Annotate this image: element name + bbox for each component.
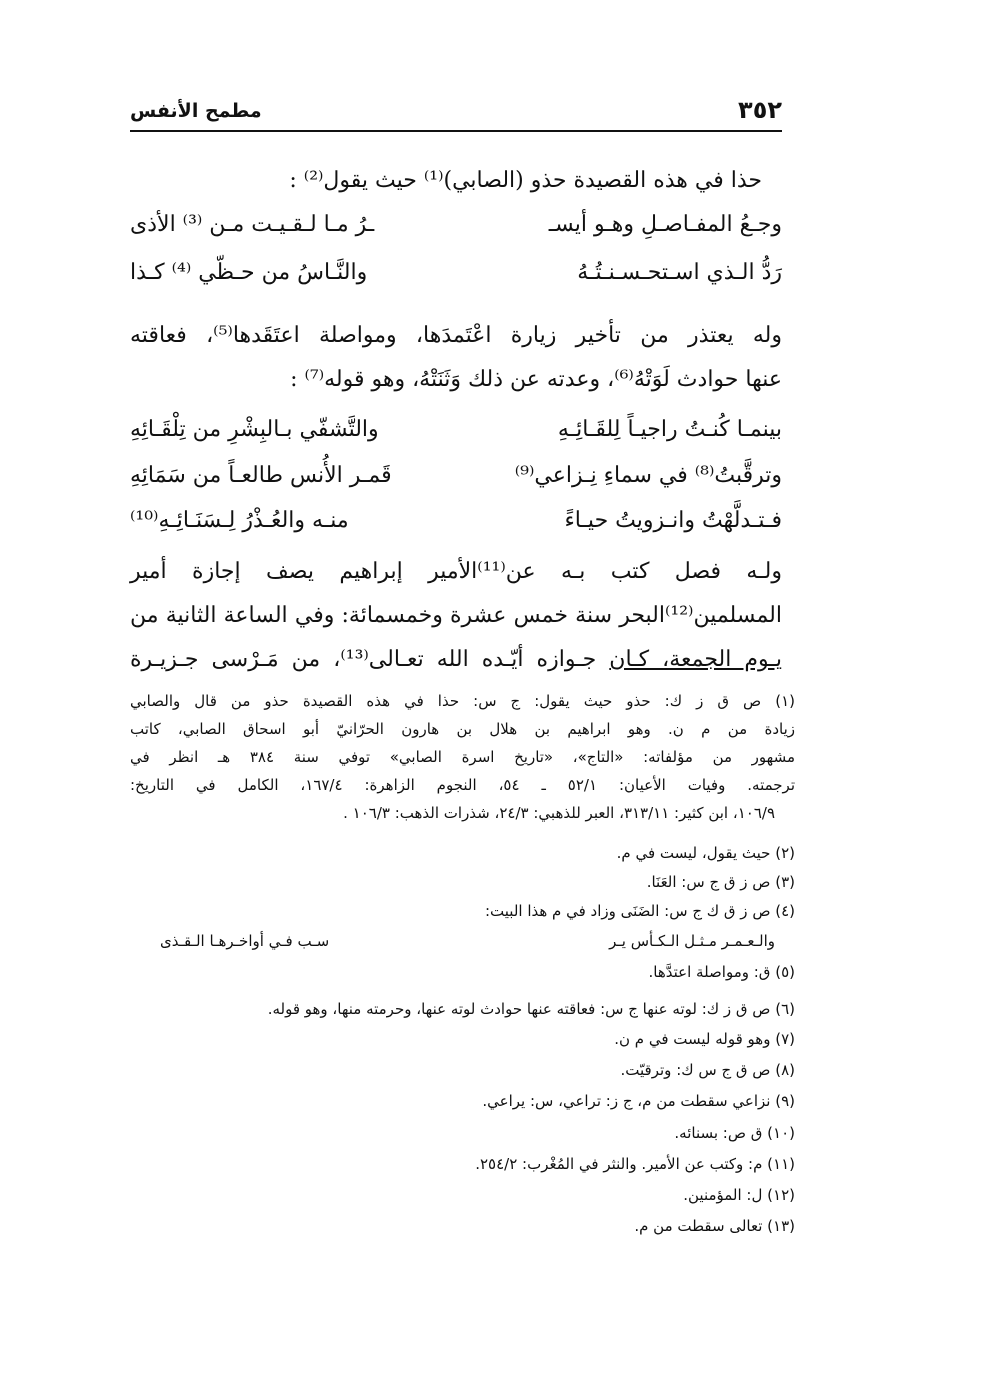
verse-5-first-hemistich: فـتـدلَّهْتُ وانـزويتُ حيـاءً	[564, 508, 782, 533]
footnote-6: (٦) ص ق ز ك: لوته عنها ج س: فعاقته عنها حوادث لوته عنها، وحرمته منها، وهو قوله.	[267, 1000, 795, 1018]
verse-1-first-hemistich: وجـعُ المفـاصـلِ وهـو أيسـ	[548, 212, 782, 237]
verse-2	[130, 260, 782, 300]
footnote-1-line-4: ترجمته. وفيات الأعيان: ٥٢/١ ـ ٥٤، النجوم الزاهرة: ١٦٧/٤، الكامل في التاريخ:	[130, 776, 795, 794]
verse-1	[130, 212, 782, 252]
footnote-4-verse-second: سـب فـي أواخـرهـا الـقـذى	[160, 932, 330, 950]
page-header	[130, 96, 782, 132]
footnote-1-line-2: زيادة من م ن. وهو ابراهيم بن هلال بن هارون الحرّانيّ أبو اسحاق الصابي، كاتب	[130, 720, 795, 738]
footnote-5: (٥) ق: ومواصلة اعتدَّها.	[648, 963, 795, 981]
page-number: ٣٥٢	[738, 96, 782, 124]
verse-4-first-hemistich: وترقَّبتُ⁽⁸⁾ في سماءِ نِـزاعي⁽⁹⁾	[514, 463, 782, 488]
verse-1-second-hemistich: ـرُ مـا لـقـيـت مـن ⁽³⁾ الأذى	[130, 212, 375, 237]
footnote-11: (١١) م: وكتب عن الأمير. والنثر في المُغْرب: ٢٥٤/٢.	[475, 1155, 795, 1173]
verse-2-first-hemistich: رَدُّ الـذي اسـتحـسـنـتُـهُ	[577, 260, 782, 285]
verse-4	[130, 463, 782, 503]
verse-3	[130, 417, 782, 457]
paragraph-2-line-3	[130, 647, 782, 672]
verse-5	[130, 508, 782, 548]
verse-4-second-hemistich: قَمـر الأُنس طالعـاً من سَمَائِهِ	[130, 463, 392, 488]
verse-5-second-hemistich: منـه والعُـذْرُ لِـسَنَـائِـهِ⁽¹⁰⁾	[130, 508, 349, 533]
footnote-4-verse-first: والـعـمـر مـثـل الـكـأس يـر	[609, 932, 775, 950]
verse-3-second-hemistich: والتَّشفّي بـالبِشْرِ من تِلْقَـائِهِ	[130, 417, 379, 442]
paragraph-1-line-1: وله يعتذر من تأخير زيارة اعْتَمدَها، ومواصلة اعتَقَدها⁽⁵⁾، فعاقته	[130, 323, 782, 348]
running-title: مطمح الأنفس	[130, 100, 262, 122]
footnote-2: (٢) حيث يقول، ليست في م.	[616, 844, 795, 862]
paragraph-1-line-2: عنها حوادث لَوَتْهُ⁽⁶⁾، وعدته عن ذلك وَثَنَتْهُ، وهو قوله⁽⁷⁾ :	[290, 367, 782, 392]
footnote-1-line-3: مشهور من مؤلفاته: «التاج»، «تاريخ اسرة الصابي» توفي سنة ٣٨٤ هـ انظر في	[130, 748, 795, 766]
underlined-phrase: يـوم الجمعة، كـان	[609, 647, 782, 672]
verse-3-first-hemistich: بينمـا كُنـتُ راجيـاً لِلقَـائِـهِ	[557, 417, 782, 442]
footnote-10: (١٠) ق ص: بسنائه.	[674, 1124, 795, 1142]
footnote-9: (٩) نزاعي سقطت من م، ج ز: تراعي، س: يراعي.	[482, 1092, 795, 1110]
verse-2-second-hemistich: والنَّـاسُ من حـظّي ⁽⁴⁾ كـذا	[130, 260, 368, 285]
paragraph-2-line-3-rest: جـوازه أيّـده الله تعـالى⁽¹³⁾، من مَـرْسى جـزيـرة	[130, 647, 610, 672]
footnote-4: (٤) ص ز ق ك ج س: الضَنَى وزاد في م هذا البيت:	[484, 902, 795, 920]
footnote-1-line-1: (١) ص ق ز ك: حذو حيث يقول: ج س: حذا في هذه القصيدة حذو من قال والصابي	[130, 692, 795, 710]
footnote-1-line-5: ١٠٦/٩، ابن كثير: ٣١٣/١١، العبر للذهبي: ٢٤/٣، شذرات الذهب: ١٠٦/٣ .	[343, 804, 775, 822]
paragraph-2-line-2: المسلمين⁽¹²⁾البحر سنة خمس عشرة وخمسمائة: وفي الساعة الثانية من	[130, 603, 782, 628]
footnote-7: (٧) وهو قوله ليست في م ن.	[614, 1030, 795, 1048]
intro-line: حذا في هذه القصيدة حذو (الصابي)⁽¹⁾ حيث يقول⁽²⁾ :	[289, 168, 762, 193]
paragraph-2-line-1: ولـه فصل كتب بـه عن⁽¹¹⁾الأمير إبراهيم يصف إجازة أمير	[130, 559, 782, 584]
footnote-12: (١٢) ل: المؤمنين.	[683, 1186, 795, 1204]
footnote-13: (١٣) تعالى سقطت من م.	[634, 1217, 795, 1235]
footnote-8: (٨) ص ق ج س ك: وترقيّت.	[620, 1061, 795, 1079]
footnote-3: (٣) ص ز ق ج س: العَنَا.	[646, 873, 795, 891]
